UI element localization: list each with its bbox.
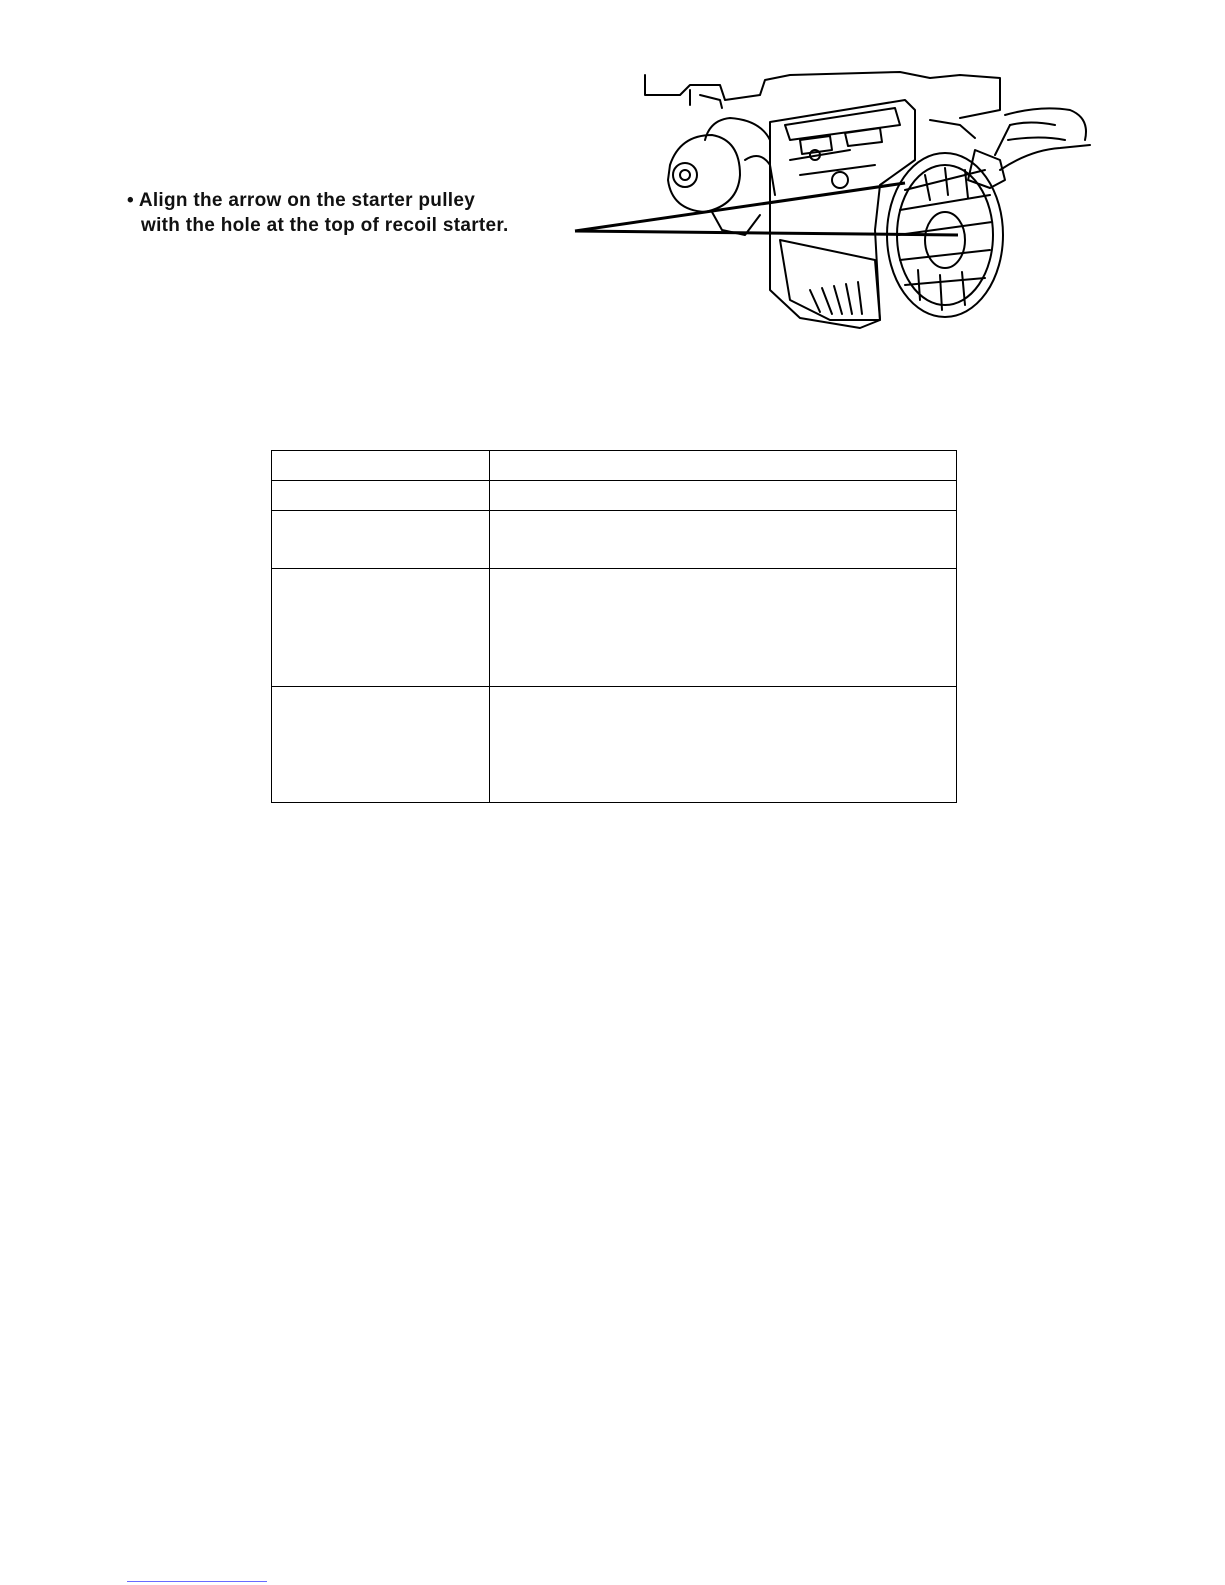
table-row — [272, 511, 957, 569]
figure-callout — [127, 188, 509, 238]
table-cell — [272, 481, 490, 511]
table-cell — [490, 687, 957, 803]
table-cell — [272, 569, 490, 687]
table-row — [272, 569, 957, 687]
table-cell — [490, 569, 957, 687]
table-row — [272, 451, 957, 481]
table-cell — [272, 511, 490, 569]
table-cell — [490, 481, 957, 511]
table-cell — [490, 451, 957, 481]
footnote-rule — [127, 1581, 267, 1582]
callout-line-2: with the hole at the top of recoil starter. — [141, 215, 509, 236]
table-row — [272, 687, 957, 803]
table-cell — [272, 451, 490, 481]
table-cell — [272, 687, 490, 803]
spec-table — [271, 450, 957, 803]
engine-illustration — [0, 0, 1225, 340]
callout-line-1: • Align the arrow on the starter pulley — [127, 190, 476, 211]
table-cell — [490, 511, 957, 569]
table-row — [272, 481, 957, 511]
